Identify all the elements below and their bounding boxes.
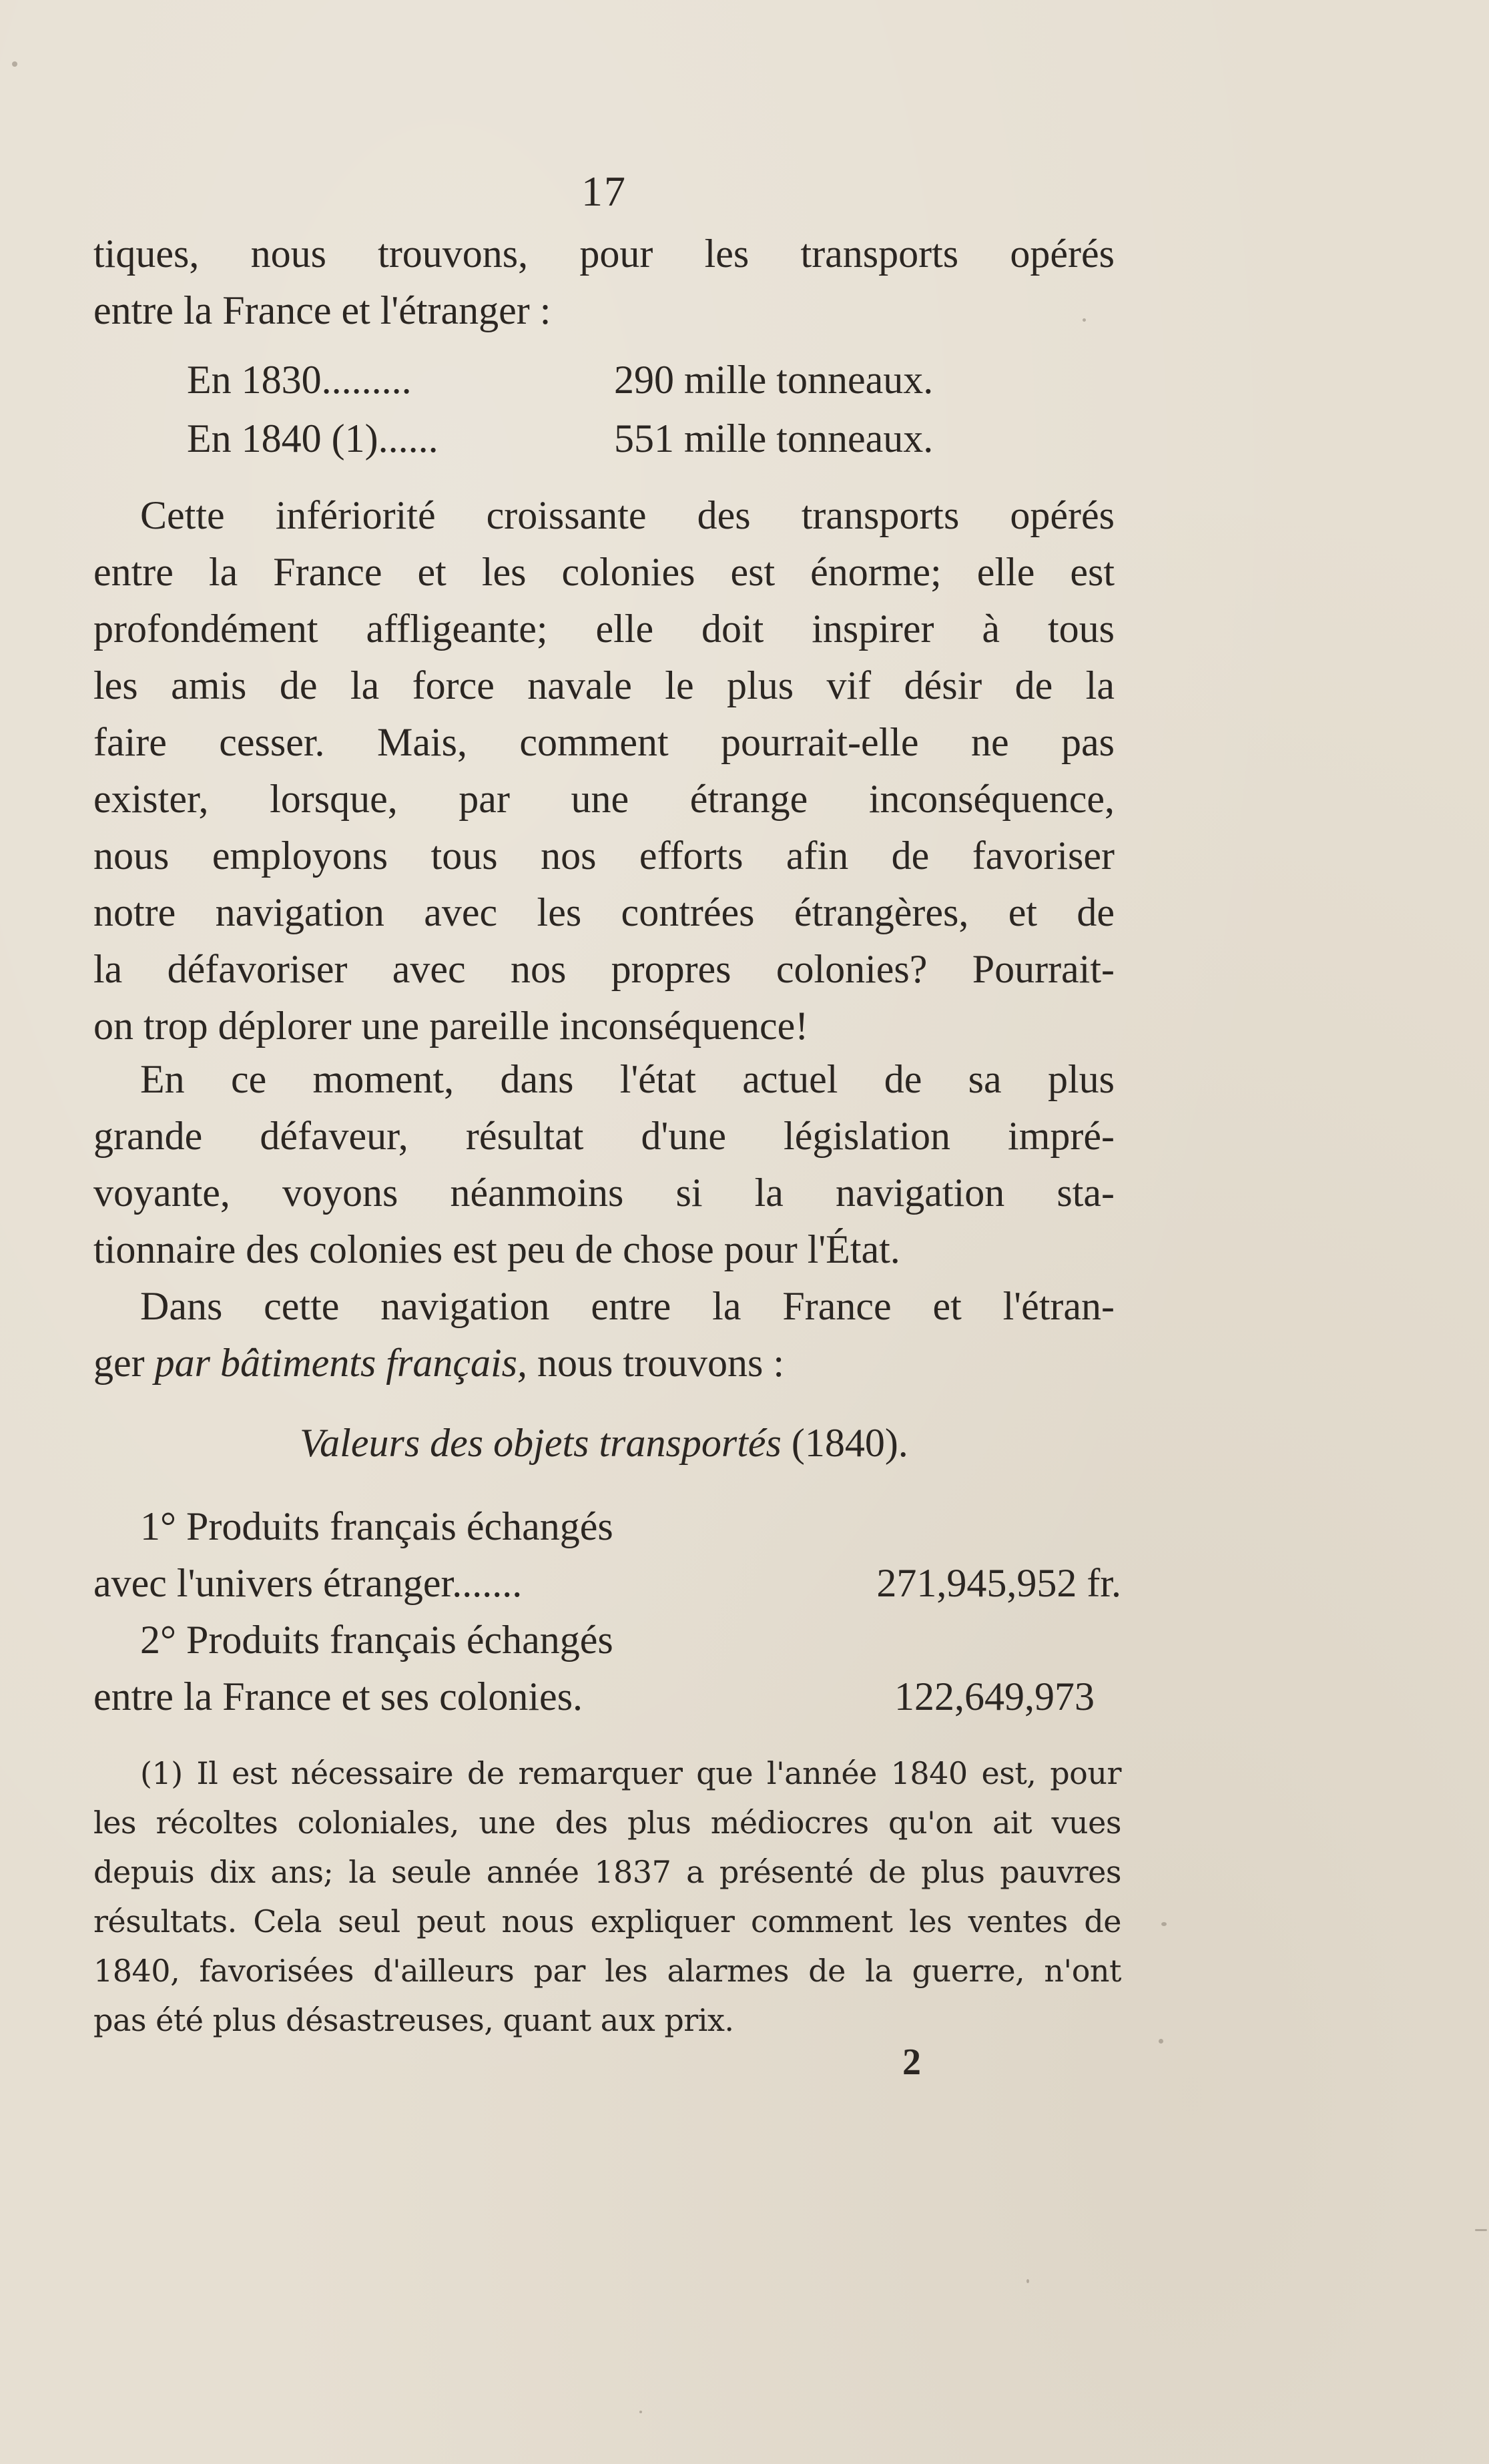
signature-mark: 2 xyxy=(902,2042,921,2083)
paragraph-line: En ce moment, dans l'état actuel de sa plus xyxy=(140,1057,1115,1101)
stat-value: 551 mille tonneaux. xyxy=(614,416,934,460)
footnote-line: résultats. Cela seul peut nous expliquer comment les ventes de xyxy=(93,1903,1121,1939)
paragraph-line: entre la France et les colonies est énorme; elle est xyxy=(93,550,1115,594)
paragraph-text: nous trouvons : xyxy=(527,1341,784,1385)
paragraph-text: ger xyxy=(93,1341,155,1385)
page-number: 17 xyxy=(581,168,627,215)
paragraph-line: on trop déplorer une pareille inconséquence! xyxy=(93,1004,809,1048)
product-row xyxy=(93,1668,1121,1725)
tonnage-stats xyxy=(187,350,1055,468)
italic-phrase: par bâtiments français, xyxy=(154,1341,527,1385)
footnote-line: pas été plus désastreuses, quant aux prix. xyxy=(93,2002,734,2038)
paragraph-line: exister, lorsque, par une étrange inconséquence, xyxy=(93,777,1115,821)
paper-speck xyxy=(1026,2279,1029,2283)
paragraph-line: Dans cette navigation entre la France et l'étran- xyxy=(140,1284,1115,1328)
intro-line: entre la France et l'étranger : xyxy=(93,288,551,332)
paragraph-line: grande défaveur, résultat d'une législation impré- xyxy=(93,1114,1115,1158)
paragraph-line: faire cesser. Mais, comment pourrait-elle ne pas xyxy=(93,720,1115,764)
product-amount: 122,649,973 xyxy=(894,1674,1095,1719)
product-label: avec l'univers étranger....... xyxy=(93,1561,523,1605)
paper-speck xyxy=(1161,1922,1167,1926)
product-amount: 271,945,952 fr. xyxy=(876,1561,1121,1605)
paper-speck xyxy=(1159,2039,1163,2044)
paragraph-line: notre navigation avec les contrées étrangères, et de xyxy=(93,890,1115,934)
stat-value: 290 mille tonneaux. xyxy=(614,358,934,402)
paragraph-line: la défavoriser avec nos propres colonies? Pourrait- xyxy=(93,947,1115,991)
paragraph-2 xyxy=(93,1051,1115,1278)
paragraph-line: voyante, voyons néanmoins si la navigation sta- xyxy=(93,1171,1115,1215)
paragraph-line: Cette infériorité croissante des transports opérés xyxy=(140,493,1115,537)
stat-year: En 1830......... xyxy=(187,358,412,402)
product-head xyxy=(93,1612,1121,1668)
paragraph-line xyxy=(93,1335,1115,1392)
products-list xyxy=(93,1498,1121,1725)
product-heading: 2° Produits français échangés xyxy=(140,1618,613,1662)
intro-line: tiques, nous trouvons, pour les transports opérés xyxy=(93,232,1115,276)
footnote-line: 1840, favorisées d'ailleurs par les alarmes de la guerre, n'ont xyxy=(93,1953,1121,1989)
stat-row xyxy=(187,350,1055,409)
stat-row xyxy=(187,409,1055,468)
intro-text xyxy=(93,226,1115,339)
footnote-line: depuis dix ans; la seule année 1837 a présenté de plus pauvres xyxy=(93,1854,1121,1890)
paragraph-line: les amis de la force navale le plus vif désir de la xyxy=(93,663,1115,707)
paragraph-3 xyxy=(93,1278,1115,1392)
footnote-line: les récoltes coloniales, une des plus médiocres qu'on ait vues xyxy=(93,1805,1121,1841)
paragraph-line: profondément affligeante; elle doit inspirer à tous xyxy=(93,607,1115,651)
paragraph-line: nous employons tous nos efforts afin de favoriser xyxy=(93,834,1115,878)
product-head xyxy=(93,1498,1121,1555)
product-label: entre la France et ses colonies. xyxy=(93,1674,583,1719)
values-heading-year: (1840). xyxy=(781,1421,908,1465)
footnote xyxy=(93,1749,1121,2045)
product-row xyxy=(93,1555,1121,1612)
paragraph-1 xyxy=(93,487,1115,1054)
paper-speck xyxy=(1083,318,1086,322)
product-heading: 1° Produits français échangés xyxy=(140,1504,613,1548)
paper-speck xyxy=(639,2411,642,2413)
paragraph-line: tionnaire des colonies est peu de chose pour l'État. xyxy=(93,1227,900,1271)
values-heading xyxy=(0,1415,1208,1472)
paper-speck xyxy=(1475,2229,1487,2231)
stat-year: En 1840 (1)...... xyxy=(187,416,438,460)
paper-speck xyxy=(12,61,17,67)
values-heading-title: Valeurs des objets transportés xyxy=(300,1421,782,1465)
footnote-line: (1) Il est nécessaire de remarquer que l'année 1840 est, pour xyxy=(140,1755,1121,1791)
